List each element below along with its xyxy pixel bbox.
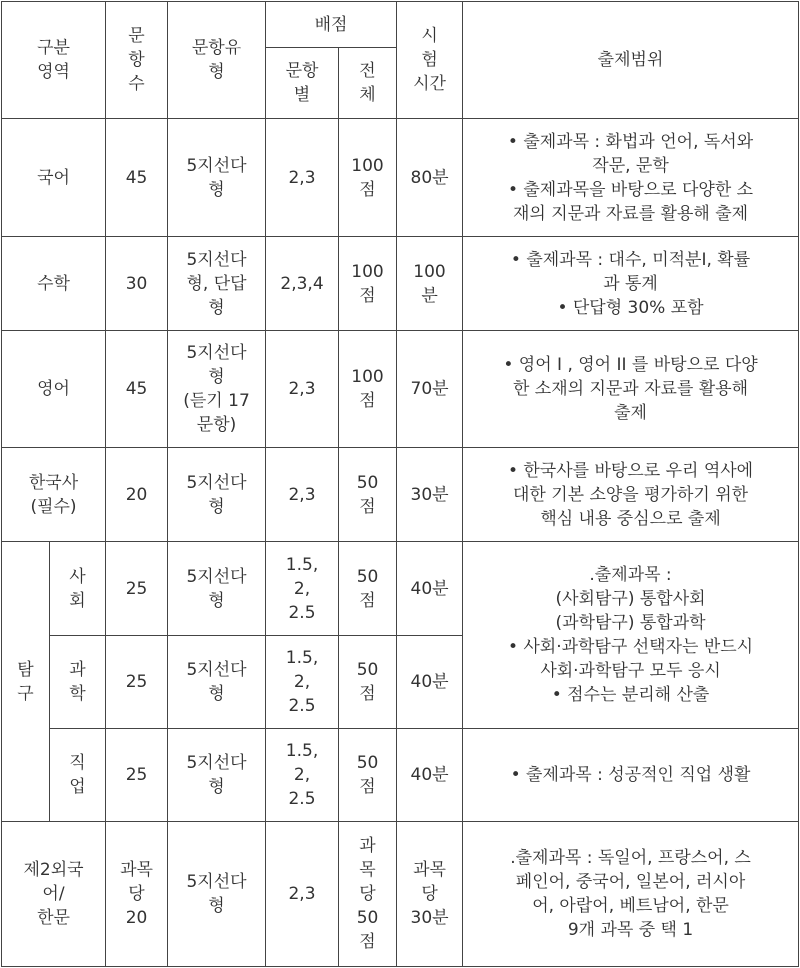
time-cell: 70분: [397, 331, 463, 448]
type-cell: 5지선다 형: [168, 448, 266, 542]
row-foreign-language: [2, 822, 799, 967]
header-scope: 출제범위: [463, 2, 799, 119]
header-type: 문항유 형: [168, 2, 266, 119]
per-item-score-cell: 1.5, 2, 2.5: [266, 542, 339, 636]
header-time: 시 험 시간: [397, 2, 463, 119]
total-score-cell: 50 점: [339, 542, 397, 636]
type-cell: 5지선다 형: [168, 542, 266, 636]
area-cell: 사 회: [50, 542, 106, 636]
header-category: 구분 영역: [2, 2, 106, 119]
scope-cell-inquiry-shared: .출제과목 : (사회탐구) 통합사회 (과학탐구) 통합과학 • 사회·과학탐구 선택자는 반드시 사회·과학탐구 모두 응시 • 점수는 분리해 산출: [463, 542, 799, 729]
count-cell: 25: [106, 636, 168, 729]
time-cell: 40분: [397, 542, 463, 636]
count-cell: 20: [106, 448, 168, 542]
inquiry-group-cell: 탐 구: [2, 542, 50, 822]
count-cell: 과목 당 20: [106, 822, 168, 967]
total-score-cell: 과 목 당 50 점: [339, 822, 397, 967]
type-cell: 5지선다 형 (듣기 17 문항): [168, 331, 266, 448]
count-cell: 45: [106, 119, 168, 237]
area-cell: 제2외국 어/ 한문: [2, 822, 106, 967]
area-cell: 영어: [2, 331, 106, 448]
total-score-cell: 100 점: [339, 331, 397, 448]
total-score-cell: 100 점: [339, 119, 397, 237]
row-korean: [2, 119, 799, 237]
header-score-per-item: 문항 별: [266, 48, 339, 119]
time-cell: 40분: [397, 636, 463, 729]
exam-info-table: [1, 1, 799, 967]
type-cell: 5지선다 형, 단답 형: [168, 237, 266, 331]
per-item-score-cell: 2,3: [266, 822, 339, 967]
header-row: [2, 2, 799, 48]
count-cell: 25: [106, 729, 168, 822]
row-history: [2, 448, 799, 542]
type-cell: 5지선다 형: [168, 822, 266, 967]
scope-cell: • 출제과목 : 성공적인 직업 생활: [463, 729, 799, 822]
scope-cell: .출제과목 : 독일어, 프랑스어, 스 페인어, 중국어, 일본어, 러시아 어, 아랍어, 베트남어, 한문 9개 과목 중 택 1: [463, 822, 799, 967]
count-cell: 45: [106, 331, 168, 448]
time-cell: 80분: [397, 119, 463, 237]
time-cell: 과목 당 30분: [397, 822, 463, 967]
per-item-score-cell: 2,3: [266, 119, 339, 237]
per-item-score-cell: 2,3: [266, 331, 339, 448]
total-score-cell: 50 점: [339, 729, 397, 822]
total-score-cell: 100 점: [339, 237, 397, 331]
total-score-cell: 50 점: [339, 636, 397, 729]
row-math: [2, 237, 799, 331]
row-inquiry-social: [2, 542, 799, 636]
header-score-total: 전 체: [339, 48, 397, 119]
area-cell: 국어: [2, 119, 106, 237]
area-cell: 수학: [2, 237, 106, 331]
area-cell: 직 업: [50, 729, 106, 822]
row-inquiry-vocational: [2, 729, 799, 822]
area-cell: 과 학: [50, 636, 106, 729]
count-cell: 25: [106, 542, 168, 636]
scope-cell: • 한국사를 바탕으로 우리 역사에 대한 기본 소양을 평가하기 위한 핵심 내용 중심으로 출제: [463, 448, 799, 542]
type-cell: 5지선다 형: [168, 636, 266, 729]
per-item-score-cell: 2,3: [266, 448, 339, 542]
type-cell: 5지선다 형: [168, 119, 266, 237]
row-english: [2, 331, 799, 448]
count-cell: 30: [106, 237, 168, 331]
per-item-score-cell: 1.5, 2, 2.5: [266, 729, 339, 822]
time-cell: 100 분: [397, 237, 463, 331]
type-cell: 5지선다 형: [168, 729, 266, 822]
header-score: 배점: [266, 2, 397, 48]
scope-cell: • 출제과목 : 대수, 미적분I, 확률 과 통계 • 단답형 30% 포함: [463, 237, 799, 331]
per-item-score-cell: 1.5, 2, 2.5: [266, 636, 339, 729]
time-cell: 30분: [397, 448, 463, 542]
total-score-cell: 50 점: [339, 448, 397, 542]
scope-cell: • 영어 I , 영어 II 를 바탕으로 다양 한 소재의 지문과 자료를 활용해 출제: [463, 331, 799, 448]
header-count: 문 항 수: [106, 2, 168, 119]
scope-cell: • 출제과목 : 화법과 언어, 독서와 작문, 문학 • 출제과목을 바탕으로 다양한 소 재의 지문과 자료를 활용해 출제: [463, 119, 799, 237]
time-cell: 40분: [397, 729, 463, 822]
per-item-score-cell: 2,3,4: [266, 237, 339, 331]
area-cell: 한국사 (필수): [2, 448, 106, 542]
